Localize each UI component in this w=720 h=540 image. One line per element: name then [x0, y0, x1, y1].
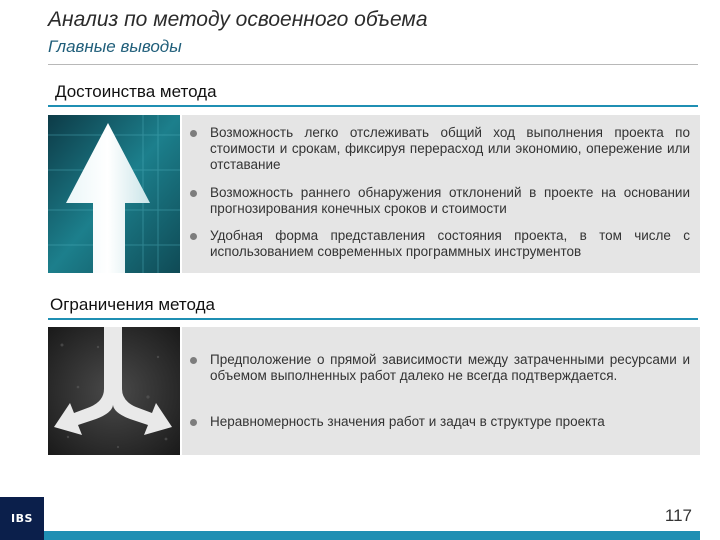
limitations-heading: Ограничения метода [50, 295, 215, 314]
page-number: 117 [664, 506, 692, 525]
footer-bar [44, 531, 700, 540]
advantages-divider [48, 105, 698, 107]
bullet-dot-icon [190, 419, 197, 426]
title-divider [48, 64, 698, 65]
slide-subtitle: Главные выводы [48, 37, 182, 56]
bullet-dot-icon [190, 357, 197, 364]
limitations-divider [48, 318, 698, 320]
advantages-box [182, 115, 700, 273]
bullet-dot-icon [190, 190, 197, 197]
split-arrow-road-photo [48, 327, 180, 455]
limitation-text: Предположение о прямой зависимости между затраченными ресурсами и объемом выполненных работ далеко не всегда подтверждается. [210, 352, 690, 383]
bullet-dot-icon [190, 233, 197, 240]
list-item [210, 352, 690, 384]
list-item [210, 125, 690, 173]
company-logo: IBS [0, 497, 44, 540]
list-item [210, 185, 690, 217]
slide-title: Анализ по методу освоенного объема [48, 8, 428, 31]
limitation-text: Неравномерность значения работ и задач в структуре проекта [210, 414, 605, 429]
advantage-text: Удобная форма представления состояния проекта, в том числе с использованием современных программных инструментов [210, 228, 690, 259]
advantages-heading: Достоинства метода [55, 82, 217, 101]
list-item [210, 228, 690, 260]
up-arrow-photo [48, 115, 180, 273]
advantage-text: Возможность легко отслеживать общий ход выполнения проекта по стоимости и срокам, фиксируя перерасход или экономию, опережение или отставание [210, 125, 690, 172]
advantage-text: Возможность раннего обнаружения отклонений в проекте на основании прогнозирования конечных сроков и стоимости [210, 185, 690, 216]
limitations-box [182, 327, 700, 455]
bullet-dot-icon [190, 130, 197, 137]
list-item [210, 414, 690, 430]
